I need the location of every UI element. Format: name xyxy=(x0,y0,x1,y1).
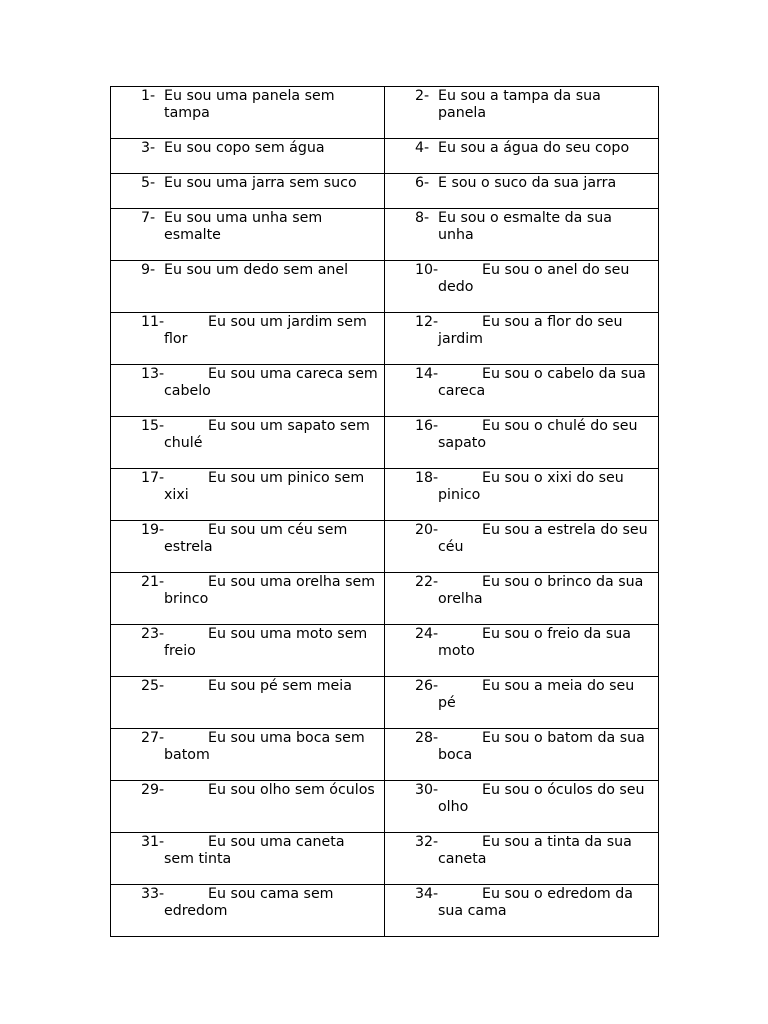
phrase-text: Eu sou a tampa da sua panela xyxy=(438,88,601,121)
phrase-cell-content xyxy=(111,885,384,920)
item-number: 24- xyxy=(415,626,439,642)
phrase-cell-left xyxy=(111,209,385,261)
item-number: 8- xyxy=(415,210,430,226)
item-number: 15- xyxy=(141,418,165,434)
phrase-cell-right xyxy=(385,209,659,261)
item-number: 6- xyxy=(415,175,430,191)
phrase-cell-content xyxy=(385,261,658,296)
phrase-cell-content xyxy=(111,833,384,868)
phrase-cell-content xyxy=(111,521,384,556)
item-number: 31- xyxy=(141,834,165,850)
phrase-cell-right xyxy=(385,729,659,781)
table-row xyxy=(111,261,659,313)
phrase-cell-content xyxy=(111,573,384,608)
phrase-text: Eu sou uma careca sem cabelo xyxy=(164,366,378,399)
phrase-cell-right xyxy=(385,365,659,417)
phrase-cell-left xyxy=(111,521,385,573)
phrase-cell-left xyxy=(111,781,385,833)
phrase-text: Eu sou uma unha sem esmalte xyxy=(164,210,323,243)
phrase-cell-content xyxy=(385,885,658,920)
phrase-cell-content xyxy=(111,174,384,192)
table-row xyxy=(111,469,659,521)
phrase-text: Eu sou olho sem óculos xyxy=(208,782,375,798)
phrase-cell-right xyxy=(385,417,659,469)
phrase-text: Eu sou um pinico sem xixi xyxy=(164,470,365,503)
phrase-text: Eu sou pé sem meia xyxy=(208,678,352,694)
phrase-text: Eu sou um céu sem estrela xyxy=(164,522,348,555)
item-number: 3- xyxy=(141,140,156,156)
phrase-cell-content xyxy=(111,417,384,452)
table-row xyxy=(111,139,659,174)
phrase-cell-left xyxy=(111,729,385,781)
phrase-text: Eu sou uma orelha sem brinco xyxy=(164,574,376,607)
phrase-table-body xyxy=(111,87,659,937)
phrase-cell-left xyxy=(111,365,385,417)
phrase-cell-right xyxy=(385,573,659,625)
phrase-cell-right xyxy=(385,521,659,573)
phrase-cell-left xyxy=(111,87,385,139)
phrase-cell-content xyxy=(385,781,658,816)
phrase-cell-content xyxy=(111,261,384,279)
item-number: 32- xyxy=(415,834,439,850)
item-number: 4- xyxy=(415,140,430,156)
phrase-cell-left xyxy=(111,677,385,729)
phrase-text: Eu sou a tinta da sua caneta xyxy=(438,834,632,867)
phrase-cell-left xyxy=(111,174,385,209)
phrase-text: E sou o suco da sua jarra xyxy=(438,175,617,191)
item-number: 34- xyxy=(415,886,439,902)
phrase-text: Eu sou uma jarra sem suco xyxy=(164,175,357,191)
phrase-text: Eu sou o anel do seu dedo xyxy=(438,262,630,295)
phrase-cell-content xyxy=(111,209,384,244)
phrase-text: Eu sou cama sem edredom xyxy=(164,886,334,919)
phrase-text: Eu sou um sapato sem chulé xyxy=(164,418,370,451)
phrase-cell-content xyxy=(385,139,658,157)
phrase-cell-content xyxy=(385,417,658,452)
phrase-text: Eu sou copo sem água xyxy=(164,140,325,156)
phrase-cell-content xyxy=(385,729,658,764)
phrase-cell-content xyxy=(111,139,384,157)
phrase-text: Eu sou o freio da sua moto xyxy=(438,626,631,659)
phrase-cell-content xyxy=(111,781,384,799)
phrase-cell-left xyxy=(111,573,385,625)
item-number: 7- xyxy=(141,210,156,226)
phrase-cell-content xyxy=(111,469,384,504)
phrase-text: Eu sou o batom da sua boca xyxy=(438,730,645,763)
phrase-cell-right xyxy=(385,139,659,174)
phrase-cell-content xyxy=(385,313,658,348)
phrase-cell-content xyxy=(385,573,658,608)
item-number: 29- xyxy=(141,782,165,798)
table-row xyxy=(111,209,659,261)
item-number: 16- xyxy=(415,418,439,434)
table-row xyxy=(111,521,659,573)
item-number: 21- xyxy=(141,574,165,590)
phrase-cell-right xyxy=(385,313,659,365)
item-number: 2- xyxy=(415,88,430,104)
phrase-text: Eu sou o edredom da sua cama xyxy=(438,886,633,919)
table-row xyxy=(111,417,659,469)
phrase-text: Eu sou o esmalte da sua unha xyxy=(438,210,612,243)
item-number: 22- xyxy=(415,574,439,590)
item-number: 12- xyxy=(415,314,439,330)
phrase-cell-content xyxy=(385,625,658,660)
phrase-cell-left xyxy=(111,261,385,313)
phrase-cell-right xyxy=(385,833,659,885)
phrase-cell-left xyxy=(111,625,385,677)
phrase-cell-content xyxy=(111,677,384,695)
table-row xyxy=(111,833,659,885)
phrase-cell-content xyxy=(111,365,384,400)
phrase-cell-right xyxy=(385,781,659,833)
item-number: 33- xyxy=(141,886,165,902)
table-row xyxy=(111,625,659,677)
item-number: 11- xyxy=(141,314,165,330)
phrase-text: Eu sou uma boca sem batom xyxy=(164,730,365,763)
table-row xyxy=(111,677,659,729)
table-row xyxy=(111,573,659,625)
item-number: 13- xyxy=(141,366,165,382)
phrase-cell-content xyxy=(111,729,384,764)
phrase-cell-right xyxy=(385,174,659,209)
item-number: 30- xyxy=(415,782,439,798)
phrase-text: Eu sou o brinco da sua orelha xyxy=(438,574,644,607)
phrase-cell-right xyxy=(385,87,659,139)
phrase-text: Eu sou o chulé do seu sapato xyxy=(438,418,638,451)
item-number: 25- xyxy=(141,678,165,694)
phrase-cell-left xyxy=(111,417,385,469)
item-number: 23- xyxy=(141,626,165,642)
item-number: 19- xyxy=(141,522,165,538)
phrase-cell-left xyxy=(111,469,385,521)
item-number: 20- xyxy=(415,522,439,538)
item-number: 10- xyxy=(415,262,439,278)
phrase-cell-content xyxy=(111,313,384,348)
phrase-cell-content xyxy=(385,677,658,712)
table-row xyxy=(111,365,659,417)
phrase-text: Eu sou uma panela sem tampa xyxy=(164,88,335,121)
phrase-text: Eu sou o xixi do seu pinico xyxy=(438,470,624,503)
phrase-table xyxy=(110,86,659,937)
item-number: 5- xyxy=(141,175,156,191)
phrase-text: Eu sou a água do seu copo xyxy=(438,140,630,156)
table-row xyxy=(111,313,659,365)
phrase-text: Eu sou o cabelo da sua careca xyxy=(438,366,646,399)
phrase-cell-content xyxy=(385,521,658,556)
item-number: 14- xyxy=(415,366,439,382)
item-number: 28- xyxy=(415,730,439,746)
table-row xyxy=(111,781,659,833)
phrase-cell-content xyxy=(385,833,658,868)
phrase-cell-left xyxy=(111,313,385,365)
phrase-text: Eu sou um jardim sem flor xyxy=(164,314,367,347)
item-number: 27- xyxy=(141,730,165,746)
phrase-cell-right xyxy=(385,469,659,521)
phrase-cell-left xyxy=(111,833,385,885)
phrase-cell-content xyxy=(385,174,658,192)
phrase-text: Eu sou uma moto sem freio xyxy=(164,626,368,659)
item-number: 1- xyxy=(141,88,156,104)
phrase-cell-right xyxy=(385,261,659,313)
item-number: 18- xyxy=(415,470,439,486)
phrase-cell-right xyxy=(385,677,659,729)
phrase-cell-left xyxy=(111,139,385,174)
phrase-cell-content xyxy=(385,87,658,122)
phrase-cell-content xyxy=(385,365,658,400)
phrase-text: Eu sou a meia do seu pé xyxy=(438,678,635,711)
table-row xyxy=(111,87,659,139)
table-row xyxy=(111,885,659,937)
phrase-cell-content xyxy=(111,625,384,660)
phrase-text: Eu sou a flor do seu jardim xyxy=(438,314,623,347)
phrase-text: Eu sou uma caneta sem tinta xyxy=(164,834,345,867)
item-number: 26- xyxy=(415,678,439,694)
phrase-cell-content xyxy=(385,209,658,244)
table-row xyxy=(111,729,659,781)
phrase-cell-content xyxy=(385,469,658,504)
phrase-cell-right xyxy=(385,885,659,937)
phrase-cell-left xyxy=(111,885,385,937)
item-number: 9- xyxy=(141,262,156,278)
table-row xyxy=(111,174,659,209)
phrase-text: Eu sou um dedo sem anel xyxy=(164,262,349,278)
phrase-text: Eu sou o óculos do seu olho xyxy=(438,782,645,815)
item-number: 17- xyxy=(141,470,165,486)
phrase-cell-right xyxy=(385,625,659,677)
phrase-cell-content xyxy=(111,87,384,122)
phrase-text: Eu sou a estrela do seu céu xyxy=(438,522,648,555)
